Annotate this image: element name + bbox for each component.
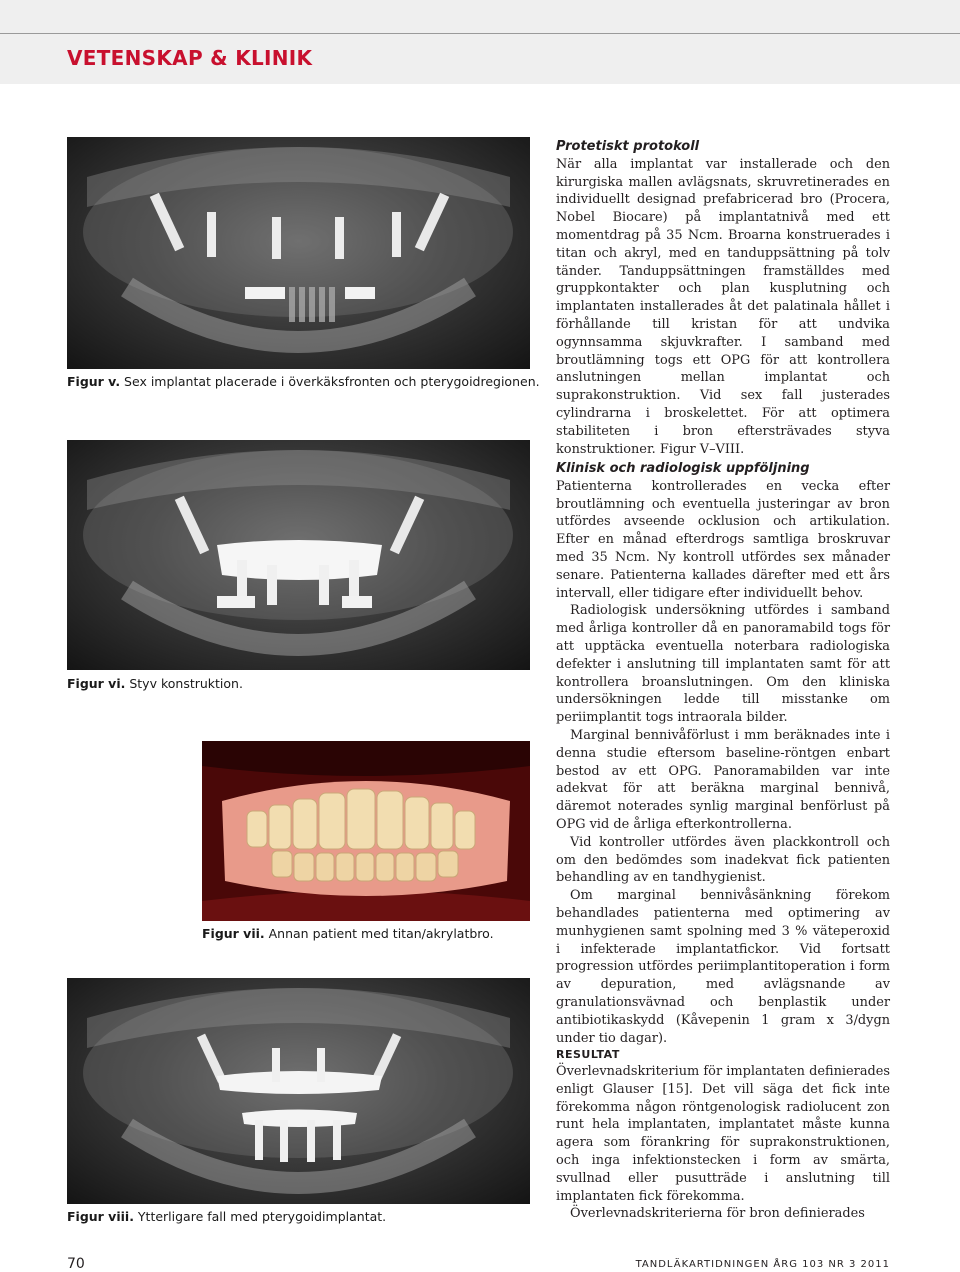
figure-v-xray	[67, 137, 530, 369]
page-number: 70	[67, 1256, 85, 1272]
paragraph-result-1: Överlevnadskriterium för implantaten definierades enligt Glauser [15]. Det vill säga det fick inte förekomma någon röntgenologisk radiolucent zon runt hela implantaten, implantatet måste kunna agera som förankring för suprakonstruktionen, och inga infektionstecken i form av smärta, svullnad eller pusutträde i anslutning till implantaten fick förekomma.	[556, 1064, 890, 1204]
figure-viii-xray	[67, 978, 530, 1204]
heading-klinisk-uppfoljning: Klinisk och radiologisk uppföljning	[556, 461, 810, 476]
figure-vii-photo	[202, 741, 530, 921]
paragraph-protocol: När alla implantat var installerade och den kirurgiska mallen avlägsnats, skruvretinerades en individuellt designad prefabricerad bro (Procera, Nobel Biocare) på implantatnivå med ett momentdrag på 35 Ncm. Broarna konstruerades i titan och akryl, med en tanduppsättning på tolv tänder. Tanduppsättningen framställdes med gruppkontakter och plan kusplutning och implantaten installerades åt det palatinala hållet i förhållande till kristan för att undvika ogynnsamma skjuvkrafter. I samband med broutlämning togs ett OPG för att kontrollera anslutningen mellan implantat och suprakonstruktion. Vid sex fall justerades cylindrarna i broskelettet. För att optimera stabiliteten i bron eftersträvades styva konstruktioner. Figur V–VIII.	[556, 156, 890, 457]
figure-vii-caption: Figur vii. Annan patient med titan/akrylatbro.	[202, 926, 494, 941]
heading-resultat: RESULTAT	[556, 1048, 620, 1061]
header-band	[0, 0, 960, 84]
figure-viii-caption: Figur viii. Ytterligare fall med pterygoidimplantat.	[67, 1209, 387, 1224]
heading-protetiskt-protokoll: Protetiskt protokoll	[556, 139, 700, 154]
section-title: VETENSKAP & KLINIK	[67, 46, 313, 70]
paragraph-result-2: Överlevnadskriterierna för bron definierades	[570, 1206, 865, 1222]
figure-vi-xray	[67, 440, 530, 670]
figure-vi-caption: Figur vi. Styv konstruktion.	[67, 676, 243, 691]
paragraph-followup-1: Patienterna kontrollerades en vecka efter broutlämning och eventuella justeringar av bron utfördes avseende ocklusion och artikulation. Efter en månad efterdrogs samtliga broskruvar med 35 Ncm. Ny kontroll utfördes sex månader senare. Patienterna kallades därefter med ett års intervall, eller tidigare efter individuellt behov.	[556, 478, 890, 601]
article-column	[556, 138, 890, 458]
article-column-followup	[556, 460, 890, 1047]
header-rule	[0, 33, 960, 34]
paragraph-followup-2: Radiologisk undersökning utfördes i samband med årliga kontroller då en panoramabild togs för att upptäcka eventuella noterbara radiologiska defekter i anslutning till implantaten samt för att kontrollera broanslutningen. Om den kliniska undersökningen ledde till misstanke om periimplantit togs intraorala bilder.	[556, 603, 890, 726]
figure-v-caption: Figur v. Sex implantat placerade i överkäksfronten och pterygoidregionen.	[67, 374, 540, 389]
journal-footer: TANDLÄKARTIDNINGEN ÅRG 103 NR 3 2011	[635, 1259, 890, 1270]
article-column-result	[556, 1046, 890, 1223]
paragraph-followup-5: Om marginal bennivåsänkning förekom behandlades patienterna med optimering av munhygienen samt spolning med 3 % väteperoxid i infekterade implantatfickor. Vid fortsatt progression utfördes periimplantitoperation i form av depuration, med avlägsnande av granulationsvävnad och benplastik under antibiotikaskydd (Kåvepenin 1 gram x 3/dygn under tio dagar).	[556, 888, 890, 1046]
paragraph-followup-3: Marginal bennivåförlust i mm beräknades inte i denna studie eftersom baseline-röntgen enbart bestod av ett OPG. Panoramabilden var inte adekvat för att beräkna marginal bennivå, däremot noterades synlig marginal benförlust på OPG vid de årliga efterkontrollerna.	[556, 727, 890, 832]
paragraph-followup-4: Vid kontroller utfördes även plackkontroll och om den bedömdes som inadekvat fick patienten behandling av en tandhygienist.	[556, 834, 890, 886]
